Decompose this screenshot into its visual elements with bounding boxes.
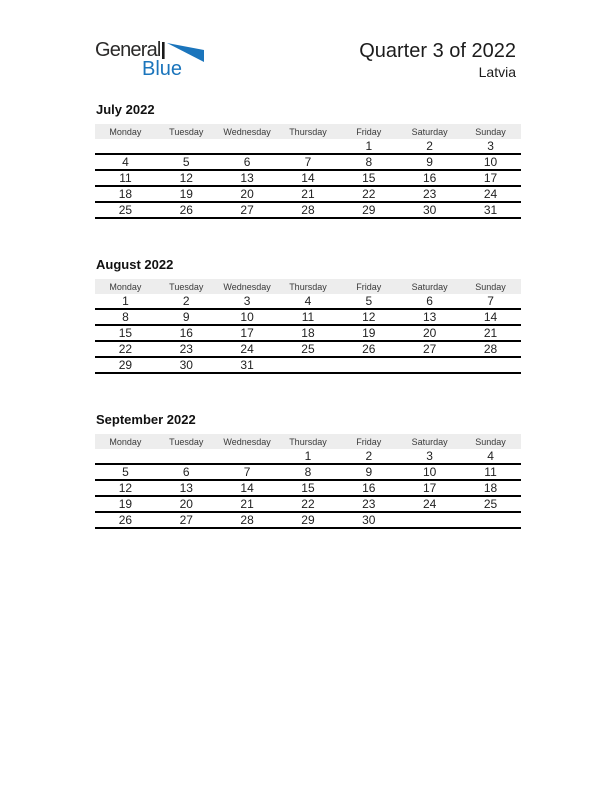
day-cell: 25	[278, 341, 339, 357]
day-cell: 30	[156, 357, 217, 373]
day-cell: 6	[156, 464, 217, 480]
day-cell: 15	[338, 170, 399, 186]
day-cell: 17	[217, 325, 278, 341]
weekday-header: Friday	[338, 434, 399, 449]
empty-day-cell	[399, 357, 460, 373]
page-title: Quarter 3 of 2022	[359, 40, 516, 62]
day-cell: 5	[338, 294, 399, 309]
day-cell: 24	[460, 186, 521, 202]
day-cell: 23	[399, 186, 460, 202]
day-cell: 18	[278, 325, 339, 341]
day-cell: 6	[399, 294, 460, 309]
day-cell: 5	[156, 154, 217, 170]
page-header	[359, 40, 516, 81]
day-cell: 12	[95, 480, 156, 496]
day-cell: 27	[156, 512, 217, 528]
day-cell: 27	[217, 202, 278, 218]
week-row	[95, 170, 521, 186]
day-cell: 22	[95, 341, 156, 357]
day-cell: 7	[217, 464, 278, 480]
empty-day-cell	[156, 139, 217, 154]
weekday-header: Wednesday	[217, 124, 278, 139]
empty-day-cell	[338, 357, 399, 373]
week-row	[95, 139, 521, 154]
day-cell: 26	[95, 512, 156, 528]
month-table	[95, 279, 521, 374]
week-row	[95, 154, 521, 170]
week-row	[95, 325, 521, 341]
day-cell: 10	[460, 154, 521, 170]
day-cell: 20	[399, 325, 460, 341]
day-cell: 4	[278, 294, 339, 309]
day-cell: 25	[95, 202, 156, 218]
weekday-header: Thursday	[278, 279, 339, 294]
empty-day-cell	[95, 139, 156, 154]
day-cell: 21	[278, 186, 339, 202]
day-cell: 3	[217, 294, 278, 309]
day-cell: 16	[399, 170, 460, 186]
day-cell: 7	[460, 294, 521, 309]
weekday-header: Monday	[95, 434, 156, 449]
months-container	[95, 102, 521, 567]
day-cell: 20	[217, 186, 278, 202]
day-cell: 13	[156, 480, 217, 496]
day-cell: 14	[278, 170, 339, 186]
weekday-header: Sunday	[460, 279, 521, 294]
day-cell: 23	[156, 341, 217, 357]
empty-day-cell	[217, 449, 278, 464]
weekday-header: Friday	[338, 279, 399, 294]
empty-day-cell	[460, 512, 521, 528]
weekday-header-row	[95, 434, 521, 449]
day-cell: 3	[460, 139, 521, 154]
day-cell: 2	[156, 294, 217, 309]
month-section-september	[95, 412, 521, 529]
day-cell: 22	[338, 186, 399, 202]
weekday-header-row	[95, 279, 521, 294]
month-section-july	[95, 102, 521, 219]
week-row	[95, 294, 521, 309]
day-cell: 29	[278, 512, 339, 528]
day-cell: 19	[156, 186, 217, 202]
day-cell: 16	[156, 325, 217, 341]
week-row	[95, 496, 521, 512]
day-cell: 14	[217, 480, 278, 496]
general-blue-logo	[95, 40, 235, 84]
weekday-header: Thursday	[278, 124, 339, 139]
day-cell: 8	[278, 464, 339, 480]
weekday-header: Tuesday	[156, 279, 217, 294]
day-cell: 3	[399, 449, 460, 464]
weekday-header: Saturday	[399, 279, 460, 294]
day-cell: 2	[399, 139, 460, 154]
week-row	[95, 186, 521, 202]
day-cell: 5	[95, 464, 156, 480]
day-cell: 31	[460, 202, 521, 218]
day-cell: 1	[278, 449, 339, 464]
weekday-header: Sunday	[460, 124, 521, 139]
month-title: August 2022	[96, 257, 174, 272]
day-cell: 16	[338, 480, 399, 496]
day-cell: 9	[399, 154, 460, 170]
day-cell: 13	[399, 309, 460, 325]
weekday-header: Monday	[95, 124, 156, 139]
day-cell: 11	[278, 309, 339, 325]
empty-day-cell	[460, 357, 521, 373]
weekday-header: Monday	[95, 279, 156, 294]
empty-day-cell	[217, 139, 278, 154]
day-cell: 27	[399, 341, 460, 357]
weekday-header: Saturday	[399, 124, 460, 139]
month-title: July 2022	[96, 102, 155, 117]
day-cell: 28	[460, 341, 521, 357]
day-cell: 22	[278, 496, 339, 512]
day-cell: 9	[338, 464, 399, 480]
month-title: September 2022	[96, 412, 196, 427]
week-row	[95, 449, 521, 464]
day-cell: 8	[338, 154, 399, 170]
day-cell: 29	[95, 357, 156, 373]
month-table	[95, 434, 521, 529]
empty-day-cell	[399, 512, 460, 528]
day-cell: 24	[217, 341, 278, 357]
day-cell: 30	[338, 512, 399, 528]
weekday-header: Tuesday	[156, 124, 217, 139]
month-section-august	[95, 257, 521, 374]
day-cell: 21	[460, 325, 521, 341]
weekday-header: Thursday	[278, 434, 339, 449]
weekday-header: Wednesday	[217, 434, 278, 449]
day-cell: 15	[95, 325, 156, 341]
day-cell: 4	[460, 449, 521, 464]
weekday-header: Sunday	[460, 434, 521, 449]
day-cell: 8	[95, 309, 156, 325]
day-cell: 29	[338, 202, 399, 218]
day-cell: 25	[460, 496, 521, 512]
day-cell: 26	[156, 202, 217, 218]
day-cell: 2	[338, 449, 399, 464]
day-cell: 23	[338, 496, 399, 512]
day-cell: 11	[95, 170, 156, 186]
empty-day-cell	[278, 357, 339, 373]
weekday-header: Tuesday	[156, 434, 217, 449]
empty-day-cell	[156, 449, 217, 464]
weekday-header: Saturday	[399, 434, 460, 449]
day-cell: 30	[399, 202, 460, 218]
day-cell: 13	[217, 170, 278, 186]
day-cell: 24	[399, 496, 460, 512]
week-row	[95, 357, 521, 373]
day-cell: 31	[217, 357, 278, 373]
day-cell: 1	[95, 294, 156, 309]
day-cell: 9	[156, 309, 217, 325]
day-cell: 12	[156, 170, 217, 186]
month-table	[95, 124, 521, 219]
day-cell: 26	[338, 341, 399, 357]
weekday-header: Friday	[338, 124, 399, 139]
week-row	[95, 202, 521, 218]
day-cell: 10	[399, 464, 460, 480]
day-cell: 21	[217, 496, 278, 512]
day-cell: 10	[217, 309, 278, 325]
day-cell: 19	[338, 325, 399, 341]
day-cell: 19	[95, 496, 156, 512]
week-row	[95, 512, 521, 528]
day-cell: 1	[338, 139, 399, 154]
day-cell: 4	[95, 154, 156, 170]
empty-day-cell	[278, 139, 339, 154]
week-row	[95, 341, 521, 357]
week-row	[95, 309, 521, 325]
day-cell: 18	[460, 480, 521, 496]
day-cell: 28	[217, 512, 278, 528]
day-cell: 17	[399, 480, 460, 496]
day-cell: 6	[217, 154, 278, 170]
weekday-header-row	[95, 124, 521, 139]
week-row	[95, 480, 521, 496]
empty-day-cell	[95, 449, 156, 464]
day-cell: 11	[460, 464, 521, 480]
day-cell: 15	[278, 480, 339, 496]
day-cell: 14	[460, 309, 521, 325]
day-cell: 18	[95, 186, 156, 202]
day-cell: 12	[338, 309, 399, 325]
day-cell: 28	[278, 202, 339, 218]
day-cell: 17	[460, 170, 521, 186]
week-row	[95, 464, 521, 480]
weekday-header: Wednesday	[217, 279, 278, 294]
day-cell: 20	[156, 496, 217, 512]
region-label: Latvia	[478, 64, 516, 80]
logo-text-blue: Blue	[142, 58, 183, 80]
day-cell: 7	[278, 154, 339, 170]
logo-text-general: General	[95, 39, 161, 61]
